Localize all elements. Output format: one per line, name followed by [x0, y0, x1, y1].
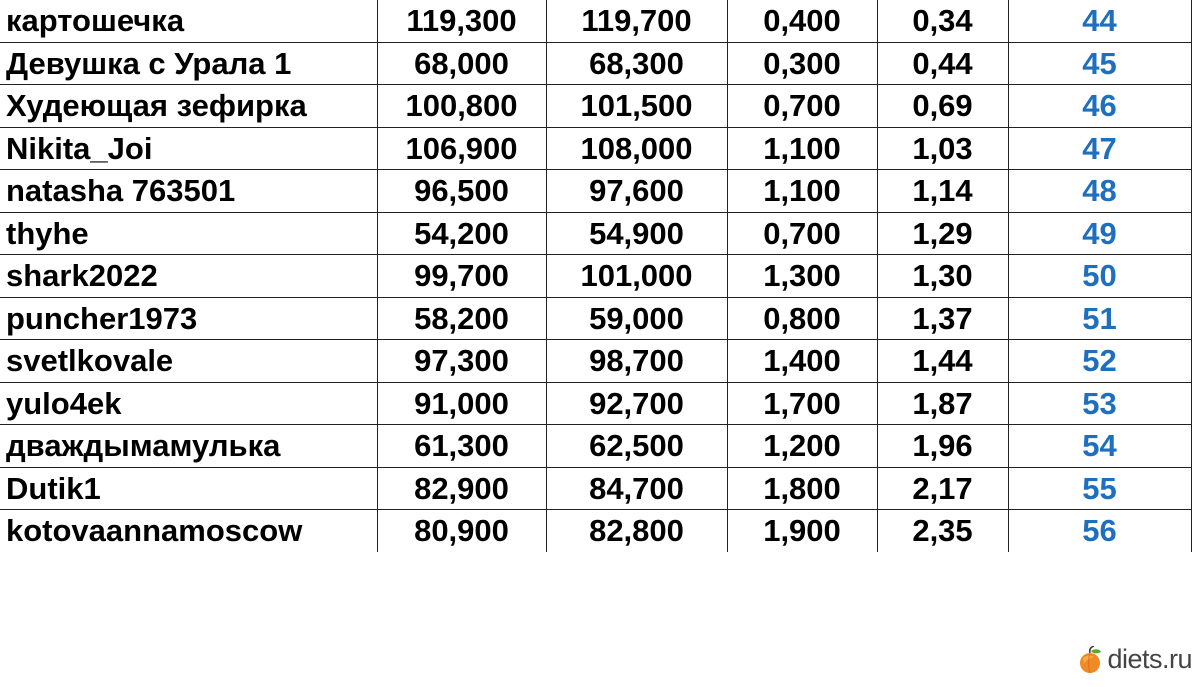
- cell-current-weight: 68,300: [546, 42, 727, 85]
- cell-rank: 54: [1008, 425, 1191, 468]
- cell-start-weight: 54,200: [377, 212, 546, 255]
- cell-participant: картошечка: [0, 0, 377, 42]
- cell-percent: 0,69: [877, 85, 1008, 128]
- cell-participant: Dutik1: [0, 467, 377, 510]
- cell-current-weight: 92,700: [546, 382, 727, 425]
- cell-rank: 44: [1008, 0, 1191, 42]
- cell-start-weight: 61,300: [377, 425, 546, 468]
- cell-current-weight: 62,500: [546, 425, 727, 468]
- cell-start-weight: 97,300: [377, 340, 546, 383]
- cell-weight-difference: 1,900: [727, 510, 877, 552]
- cell-rank: 52: [1008, 340, 1191, 383]
- table-row: [0, 212, 1191, 255]
- cell-current-weight: 98,700: [546, 340, 727, 383]
- table-row: [0, 425, 1191, 468]
- cell-participant: Худеющая зефирка: [0, 85, 377, 128]
- cell-current-weight: 82,800: [546, 510, 727, 552]
- cell-weight-difference: 0,800: [727, 297, 877, 340]
- cell-start-weight: 68,000: [377, 42, 546, 85]
- cell-rank: 45: [1008, 42, 1191, 85]
- cell-weight-difference: 1,100: [727, 127, 877, 170]
- cell-percent: 2,17: [877, 467, 1008, 510]
- cell-percent: 0,44: [877, 42, 1008, 85]
- cell-weight-difference: 0,700: [727, 85, 877, 128]
- table-row: [0, 340, 1191, 383]
- cell-percent: 1,30: [877, 255, 1008, 298]
- table-row: [0, 382, 1191, 425]
- cell-percent: 1,87: [877, 382, 1008, 425]
- cell-current-weight: 54,900: [546, 212, 727, 255]
- watermark: [1077, 644, 1192, 675]
- cell-rank: 46: [1008, 85, 1191, 128]
- cell-weight-difference: 0,700: [727, 212, 877, 255]
- cell-current-weight: 97,600: [546, 170, 727, 213]
- cell-current-weight: 101,500: [546, 85, 727, 128]
- cell-participant: дваждымамулька: [0, 425, 377, 468]
- cell-participant: Nikita_Joi: [0, 127, 377, 170]
- table-row: [0, 510, 1191, 552]
- cell-start-weight: 119,300: [377, 0, 546, 42]
- cell-weight-difference: 1,300: [727, 255, 877, 298]
- cell-weight-difference: 1,100: [727, 170, 877, 213]
- cell-current-weight: 119,700: [546, 0, 727, 42]
- cell-participant: svetlkovale: [0, 340, 377, 383]
- cell-percent: 1,96: [877, 425, 1008, 468]
- cell-rank: 47: [1008, 127, 1191, 170]
- table-row: [0, 127, 1191, 170]
- cell-current-weight: 84,700: [546, 467, 727, 510]
- cell-weight-difference: 0,300: [727, 42, 877, 85]
- cell-current-weight: 59,000: [546, 297, 727, 340]
- cell-weight-difference: 1,200: [727, 425, 877, 468]
- cell-participant: thyhe: [0, 212, 377, 255]
- cell-percent: 1,14: [877, 170, 1008, 213]
- cell-percent: 2,35: [877, 510, 1008, 552]
- cell-start-weight: 80,900: [377, 510, 546, 552]
- cell-percent: 1,29: [877, 212, 1008, 255]
- cell-rank: 56: [1008, 510, 1191, 552]
- cell-percent: 1,03: [877, 127, 1008, 170]
- cell-percent: 1,44: [877, 340, 1008, 383]
- cell-participant: puncher1973: [0, 297, 377, 340]
- table-row: [0, 170, 1191, 213]
- cell-weight-difference: 1,400: [727, 340, 877, 383]
- table-row: [0, 297, 1191, 340]
- cell-participant: natasha 763501: [0, 170, 377, 213]
- cell-rank: 48: [1008, 170, 1191, 213]
- cell-participant: shark2022: [0, 255, 377, 298]
- cell-start-weight: 99,700: [377, 255, 546, 298]
- table-row: [0, 467, 1191, 510]
- cell-current-weight: 108,000: [546, 127, 727, 170]
- cell-rank: 51: [1008, 297, 1191, 340]
- cell-current-weight: 101,000: [546, 255, 727, 298]
- cell-start-weight: 91,000: [377, 382, 546, 425]
- cell-start-weight: 58,200: [377, 297, 546, 340]
- cell-start-weight: 96,500: [377, 170, 546, 213]
- cell-start-weight: 100,800: [377, 85, 546, 128]
- cell-percent: 1,37: [877, 297, 1008, 340]
- cell-participant: yulo4ek: [0, 382, 377, 425]
- cell-weight-difference: 1,700: [727, 382, 877, 425]
- cell-participant: Девушка с Урала 1: [0, 42, 377, 85]
- table-row: [0, 255, 1191, 298]
- cell-weight-difference: 0,400: [727, 0, 877, 42]
- table-row: [0, 42, 1191, 85]
- cell-rank: 49: [1008, 212, 1191, 255]
- table-row: [0, 0, 1191, 42]
- cell-participant: kotovaannamoscow: [6, 513, 303, 549]
- cell-rank: 53: [1008, 382, 1191, 425]
- cell-rank: 50: [1008, 255, 1191, 298]
- watermark-text: diets.ru: [1107, 644, 1192, 674]
- cell-weight-difference: 1,800: [727, 467, 877, 510]
- peach-icon: [1077, 646, 1103, 674]
- cell-start-weight: 82,900: [377, 467, 546, 510]
- cell-rank: 55: [1008, 467, 1191, 510]
- table-row: [0, 85, 1191, 128]
- cell-start-weight: 106,900: [377, 127, 546, 170]
- cell-percent: 0,34: [877, 0, 1008, 42]
